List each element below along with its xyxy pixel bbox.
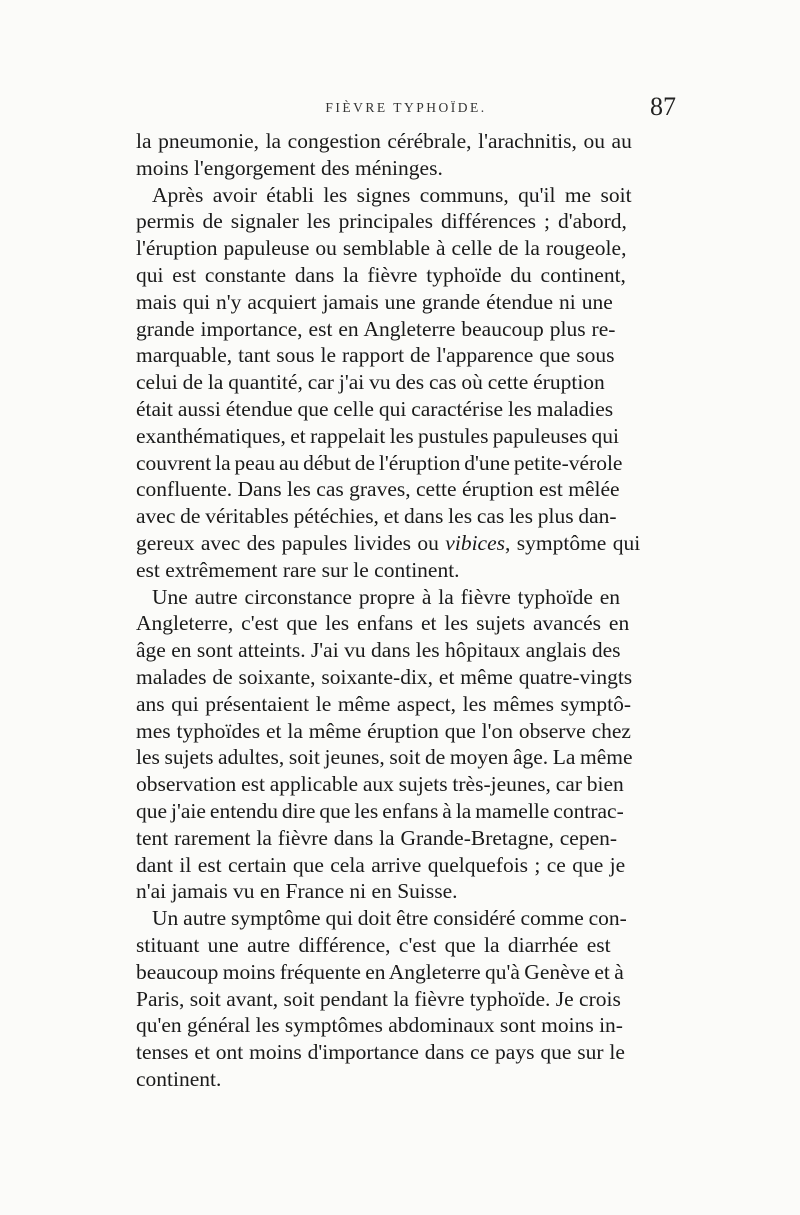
text-line: l'éruption papuleuse ou semblable à celle de la rougeole, [136,236,627,261]
text-line: observation est applicable aux sujets très-jeunes, car bien [136,772,624,797]
text-line: continent. [136,1066,222,1091]
text-line: âge en sont atteints. J'ai vu dans les hôpitaux anglais des [136,638,621,663]
text-line: n'ai jamais vu en France ni en Suisse. [136,879,458,904]
text-line: beaucoup moins fréquente en Angleterre qu'à Genève et à [136,959,624,984]
text-line: grande importance, est en Angleterre beaucoup plus re- [136,316,616,341]
text-line: dant il est certain que cela arrive quelquefois ; ce que je [136,852,626,877]
italic-term: vibices [445,530,505,555]
text-line: était aussi étendue que celle qui caractérise les maladies [136,396,614,421]
running-head [136,92,676,122]
text-line: ans qui présentaient le même aspect, les mêmes symptô- [136,691,631,716]
text-line: permis de signaler les principales différences ; d'abord, [136,209,627,234]
text-line: qui est constante dans la fièvre typhoïde du continent, [136,262,626,287]
text-line: exanthématiques, et rappelait les pustules papuleuses qui [136,423,619,448]
text-line: la pneumonie, la congestion cérébrale, l'arachnitis, ou au [136,129,632,153]
text-line: tenses et ont moins d'importance dans ce pays que sur le [136,1040,625,1065]
text-line: confluente. Dans les cas graves, cette éruption est mêlée [136,477,620,502]
text-line: avec de véritables pétéchies, et dans les cas les plus dan- [136,504,617,529]
text-line: couvrent la peau au début de l'éruption d'une petite-vérole [136,450,623,475]
text-line: Paris, soit avant, soit pendant la fièvre typhoïde. Je crois [136,986,621,1011]
text-line-head: gereux avec des papules livides ou [136,530,439,555]
text-line: mes typhoïdes et la même éruption que l'on observe chez [136,718,631,743]
text-line: malades de soixante, soixante-dix, et même quatre-vingts [136,664,633,689]
page-number: 87 [650,92,676,121]
text-line: tent rarement la fièvre dans la Grande-Bretagne, cepen- [136,825,618,850]
text-line: qu'en général les symptômes abdominaux sont moins in- [136,1013,623,1038]
text-line [136,530,672,557]
text-line-tail: , symptôme qui [505,530,641,555]
paragraph-start-line: Un autre symptôme qui doit être considéré comme con- [152,906,627,931]
paragraph-start-line: Après avoir établi les signes communs, qu'il me soit [152,182,632,207]
text-line: mais qui n'y acquiert jamais une grande étendue ni une [136,289,613,314]
text-line: marquable, tant sous le rapport de l'apparence que sous [136,343,615,368]
paragraph-start-line: Une autre circonstance propre à la fièvre typhoïde en [152,584,621,609]
text-line: est extrêmement rare sur le continent. [136,557,460,582]
text-line: Angleterre, c'est que les enfans et les sujets avancés en [136,611,630,636]
text-line: les sujets adultes, soit jeunes, soit de moyen âge. La même [136,745,633,770]
text-line: celui de la quantité, car j'ai vu des cas où cette éruption [136,370,605,395]
text-line: moins l'engorgement des méninges. [136,155,443,180]
text-line: stituant une autre différence, c'est que la diarrhée est [136,932,611,957]
body-text [136,128,672,1093]
text-line: que j'aie entendu dire que les enfans à la mamelle contrac- [136,798,624,823]
running-title: FIÈVRE TYPHOÏDE. [325,100,487,115]
